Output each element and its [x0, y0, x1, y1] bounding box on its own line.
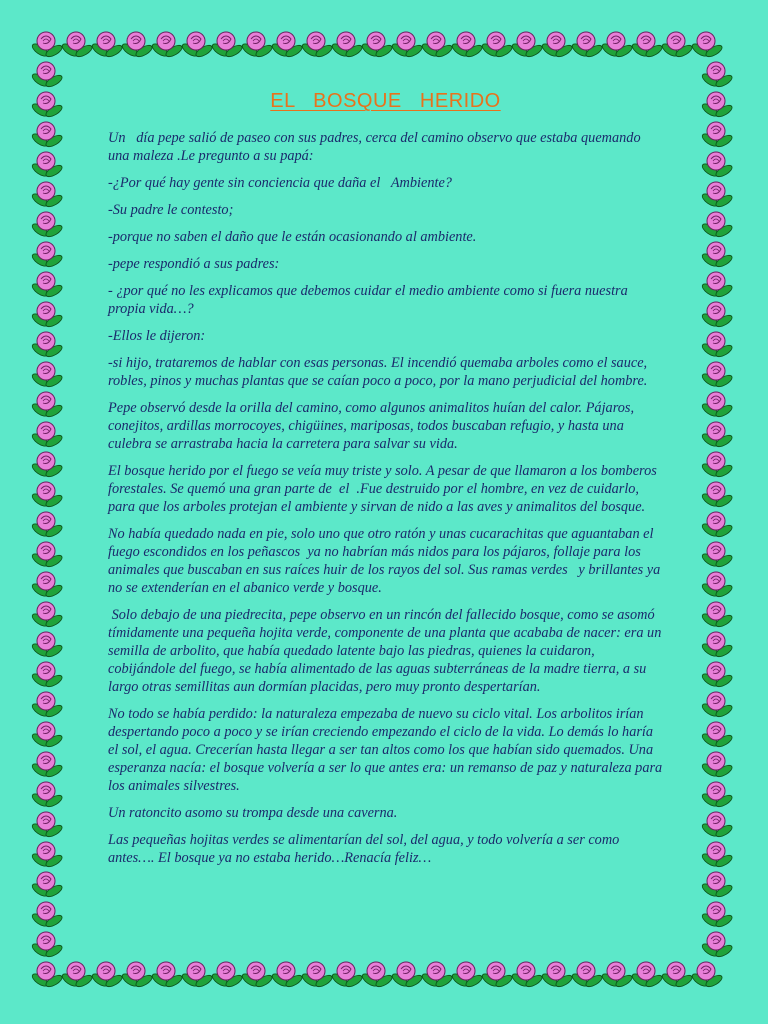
rose-icon — [240, 32, 273, 59]
rose-icon — [180, 962, 213, 989]
rose-icon — [700, 332, 733, 359]
rose-icon — [30, 812, 63, 839]
paragraph: - ¿por qué no les explicamos que debemos cuidar el medio ambiente como si fuera nuestra propia vida…? — [108, 283, 632, 317]
rose-icon — [30, 482, 63, 509]
rose-icon — [30, 92, 63, 119]
paragraph: -pepe respondió a sus padres: — [108, 256, 280, 272]
paragraph: -si hijo, trataremos de hablar con esas personas. El incendió quemaba arboles como el sauce, robles, pinos y muchas plantas que se caían poco a poco, por la mano perjudicial del hombre. — [108, 355, 651, 389]
rose-icon — [700, 662, 733, 689]
rose-icon — [700, 392, 733, 419]
paragraph-list — [108, 129, 666, 867]
rose-icon — [450, 32, 483, 59]
rose-icon — [700, 242, 733, 269]
rose-icon — [30, 752, 63, 779]
rose-icon — [300, 962, 333, 989]
rose-icon — [150, 962, 183, 989]
rose-icon — [150, 32, 183, 59]
rose-icon — [450, 962, 483, 989]
rose-icon — [660, 962, 693, 989]
rose-icon — [700, 872, 733, 899]
rose-icon — [700, 692, 733, 719]
rose-icon — [700, 122, 733, 149]
rose-icon — [510, 962, 543, 989]
rose-icon — [30, 692, 63, 719]
paragraph: -¿Por qué hay gente sin conciencia que daña el Ambiente? — [108, 175, 452, 191]
rose-icon — [30, 392, 63, 419]
rose-icon — [540, 32, 573, 59]
rose-icon — [700, 152, 733, 179]
rose-icon — [420, 962, 453, 989]
rose-icon — [30, 62, 63, 89]
paragraph: Solo debajo de una piedrecita, pepe observo en un rincón del fallecido bosque, como se asomó tímidamente una pequeña hojita verde, componente de una planta que acababa de nacer: era un semilla de arbolito, que había quedado latente bajo las piedras, quienes la cuidaron, cobijándole del fuego, se había alimentado de las aguas subterráneas de la madre tierra, a su largo otras semillitas aun dormían placidas, pero muy pronto despertarían. — [108, 607, 665, 695]
rose-icon — [700, 182, 733, 209]
paragraph: Un día pepe salió de paseo con sus padres, cerca del camino observo que estaba quemando una maleza .Le pregunto a su papá: — [108, 130, 645, 164]
rose-icon — [700, 272, 733, 299]
document-body — [108, 88, 666, 876]
rose-icon — [700, 482, 733, 509]
paragraph: Pepe observó desde la orilla del camino, como algunos animalitos huían del calor. Pájaros, conejitos, ardillas morrocoyes, chigüines, mariposas, todos buscaban refugio, y hasta una culebra se arrastraba hacia la carretera para salvar su vida. — [108, 400, 638, 452]
rose-icon — [30, 632, 63, 659]
rose-icon — [120, 32, 153, 59]
rose-icon — [700, 542, 733, 569]
rose-icon — [210, 962, 243, 989]
rose-icon — [30, 932, 63, 959]
rose-icon — [420, 32, 453, 59]
rose-icon — [30, 962, 63, 989]
rose-icon — [700, 902, 733, 929]
rose-icon — [30, 872, 63, 899]
rose-icon — [700, 572, 733, 599]
rose-icon — [30, 422, 63, 449]
rose-icon — [700, 602, 733, 629]
rose-icon — [600, 32, 633, 59]
rose-icon — [210, 32, 243, 59]
paragraph: No había quedado nada en pie, solo uno que otro ratón y unas cucarachitas que aguantaban el fuego escondidos en los peñascos ya no habrían más nidos para los pájaros, follaje para los animales que buscaban en sus raíces huir de los rayos del sol. Sus ramas verdes y brillantes ya no se extenderían en el abanico verde y bosque. — [108, 526, 664, 596]
rose-icon — [700, 812, 733, 839]
rose-icon — [240, 962, 273, 989]
rose-icon — [700, 452, 733, 479]
rose-icon — [390, 962, 423, 989]
rose-icon — [30, 722, 63, 749]
rose-icon — [700, 722, 733, 749]
document-title: EL BOSQUE HERIDO — [270, 90, 501, 112]
paragraph: -Su padre le contesto; — [108, 202, 234, 218]
rose-icon — [630, 32, 663, 59]
rose-icon — [30, 662, 63, 689]
rose-icon — [510, 32, 543, 59]
rose-icon — [330, 962, 363, 989]
rose-icon — [700, 422, 733, 449]
rose-icon — [90, 962, 123, 989]
rose-icon — [270, 962, 303, 989]
rose-icon — [30, 272, 63, 299]
paragraph: El bosque herido por el fuego se veía muy triste y solo. A pesar de que llamaron a los bomberos forestales. Se quemó una gran parte de el .Fue destruido por el hombre, en vez de cuidarlo, para que los arboles protejan el ambiente y sirvan de nido a las aves y animalitos del bosque. — [108, 463, 661, 515]
rose-icon — [660, 32, 693, 59]
paragraph: -porque no saben el daño que le están ocasionando al ambiente. — [108, 229, 477, 245]
rose-icon — [700, 782, 733, 809]
rose-icon — [690, 962, 723, 989]
rose-icon — [480, 962, 513, 989]
rose-icon — [700, 62, 733, 89]
rose-icon — [700, 932, 733, 959]
rose-icon — [700, 842, 733, 869]
rose-icon — [30, 362, 63, 389]
rose-icon — [30, 332, 63, 359]
rose-icon — [30, 902, 63, 929]
rose-icon — [540, 962, 573, 989]
rose-icon — [700, 512, 733, 539]
rose-icon — [30, 512, 63, 539]
rose-icon — [30, 152, 63, 179]
rose-icon — [360, 32, 393, 59]
rose-icon — [480, 32, 513, 59]
rose-icon — [700, 362, 733, 389]
paragraph: Las pequeñas hojitas verdes se alimentarían del sol, del agua, y todo volvería a ser como antes…. El bosque ya no estaba herido…Renacía feliz… — [108, 832, 623, 866]
rose-icon — [30, 782, 63, 809]
paragraph: No todo se había perdido: la naturaleza empezaba de nuevo su ciclo vital. Los arbolitos irían despertando poco a poco y se irían creciendo empezando el ciclo de la vida. Lo demás lo haría el sol, el agua. Crecerían hasta llegar a ser tan altos como los que habían sido quemados. Una esperanza nacía: el bosque volvería a ser lo que antes era: un remanso de paz y naturaleza para los animales silvestres. — [108, 706, 666, 794]
paragraph: Un ratoncito asomo su trompa desde una caverna. — [108, 805, 398, 821]
rose-icon — [690, 32, 723, 59]
rose-icon — [30, 212, 63, 239]
rose-icon — [390, 32, 423, 59]
rose-icon — [30, 842, 63, 869]
rose-icon — [60, 32, 93, 59]
rose-icon — [700, 302, 733, 329]
rose-icon — [700, 92, 733, 119]
rose-icon — [30, 32, 63, 59]
rose-icon — [570, 32, 603, 59]
rose-icon — [30, 122, 63, 149]
rose-icon — [30, 242, 63, 269]
rose-icon — [120, 962, 153, 989]
rose-icon — [630, 962, 663, 989]
rose-icon — [700, 752, 733, 779]
rose-icon — [30, 182, 63, 209]
rose-icon — [30, 572, 63, 599]
rose-icon — [270, 32, 303, 59]
rose-icon — [30, 602, 63, 629]
rose-icon — [600, 962, 633, 989]
rose-icon — [30, 302, 63, 329]
rose-icon — [180, 32, 213, 59]
rose-icon — [90, 32, 123, 59]
paragraph: -Ellos le dijeron: — [108, 328, 206, 344]
rose-icon — [30, 452, 63, 479]
rose-icon — [300, 32, 333, 59]
rose-icon — [30, 542, 63, 569]
rose-icon — [700, 212, 733, 239]
rose-icon — [330, 32, 363, 59]
rose-icon — [570, 962, 603, 989]
rose-icon — [60, 962, 93, 989]
rose-icon — [700, 632, 733, 659]
rose-icon — [360, 962, 393, 989]
